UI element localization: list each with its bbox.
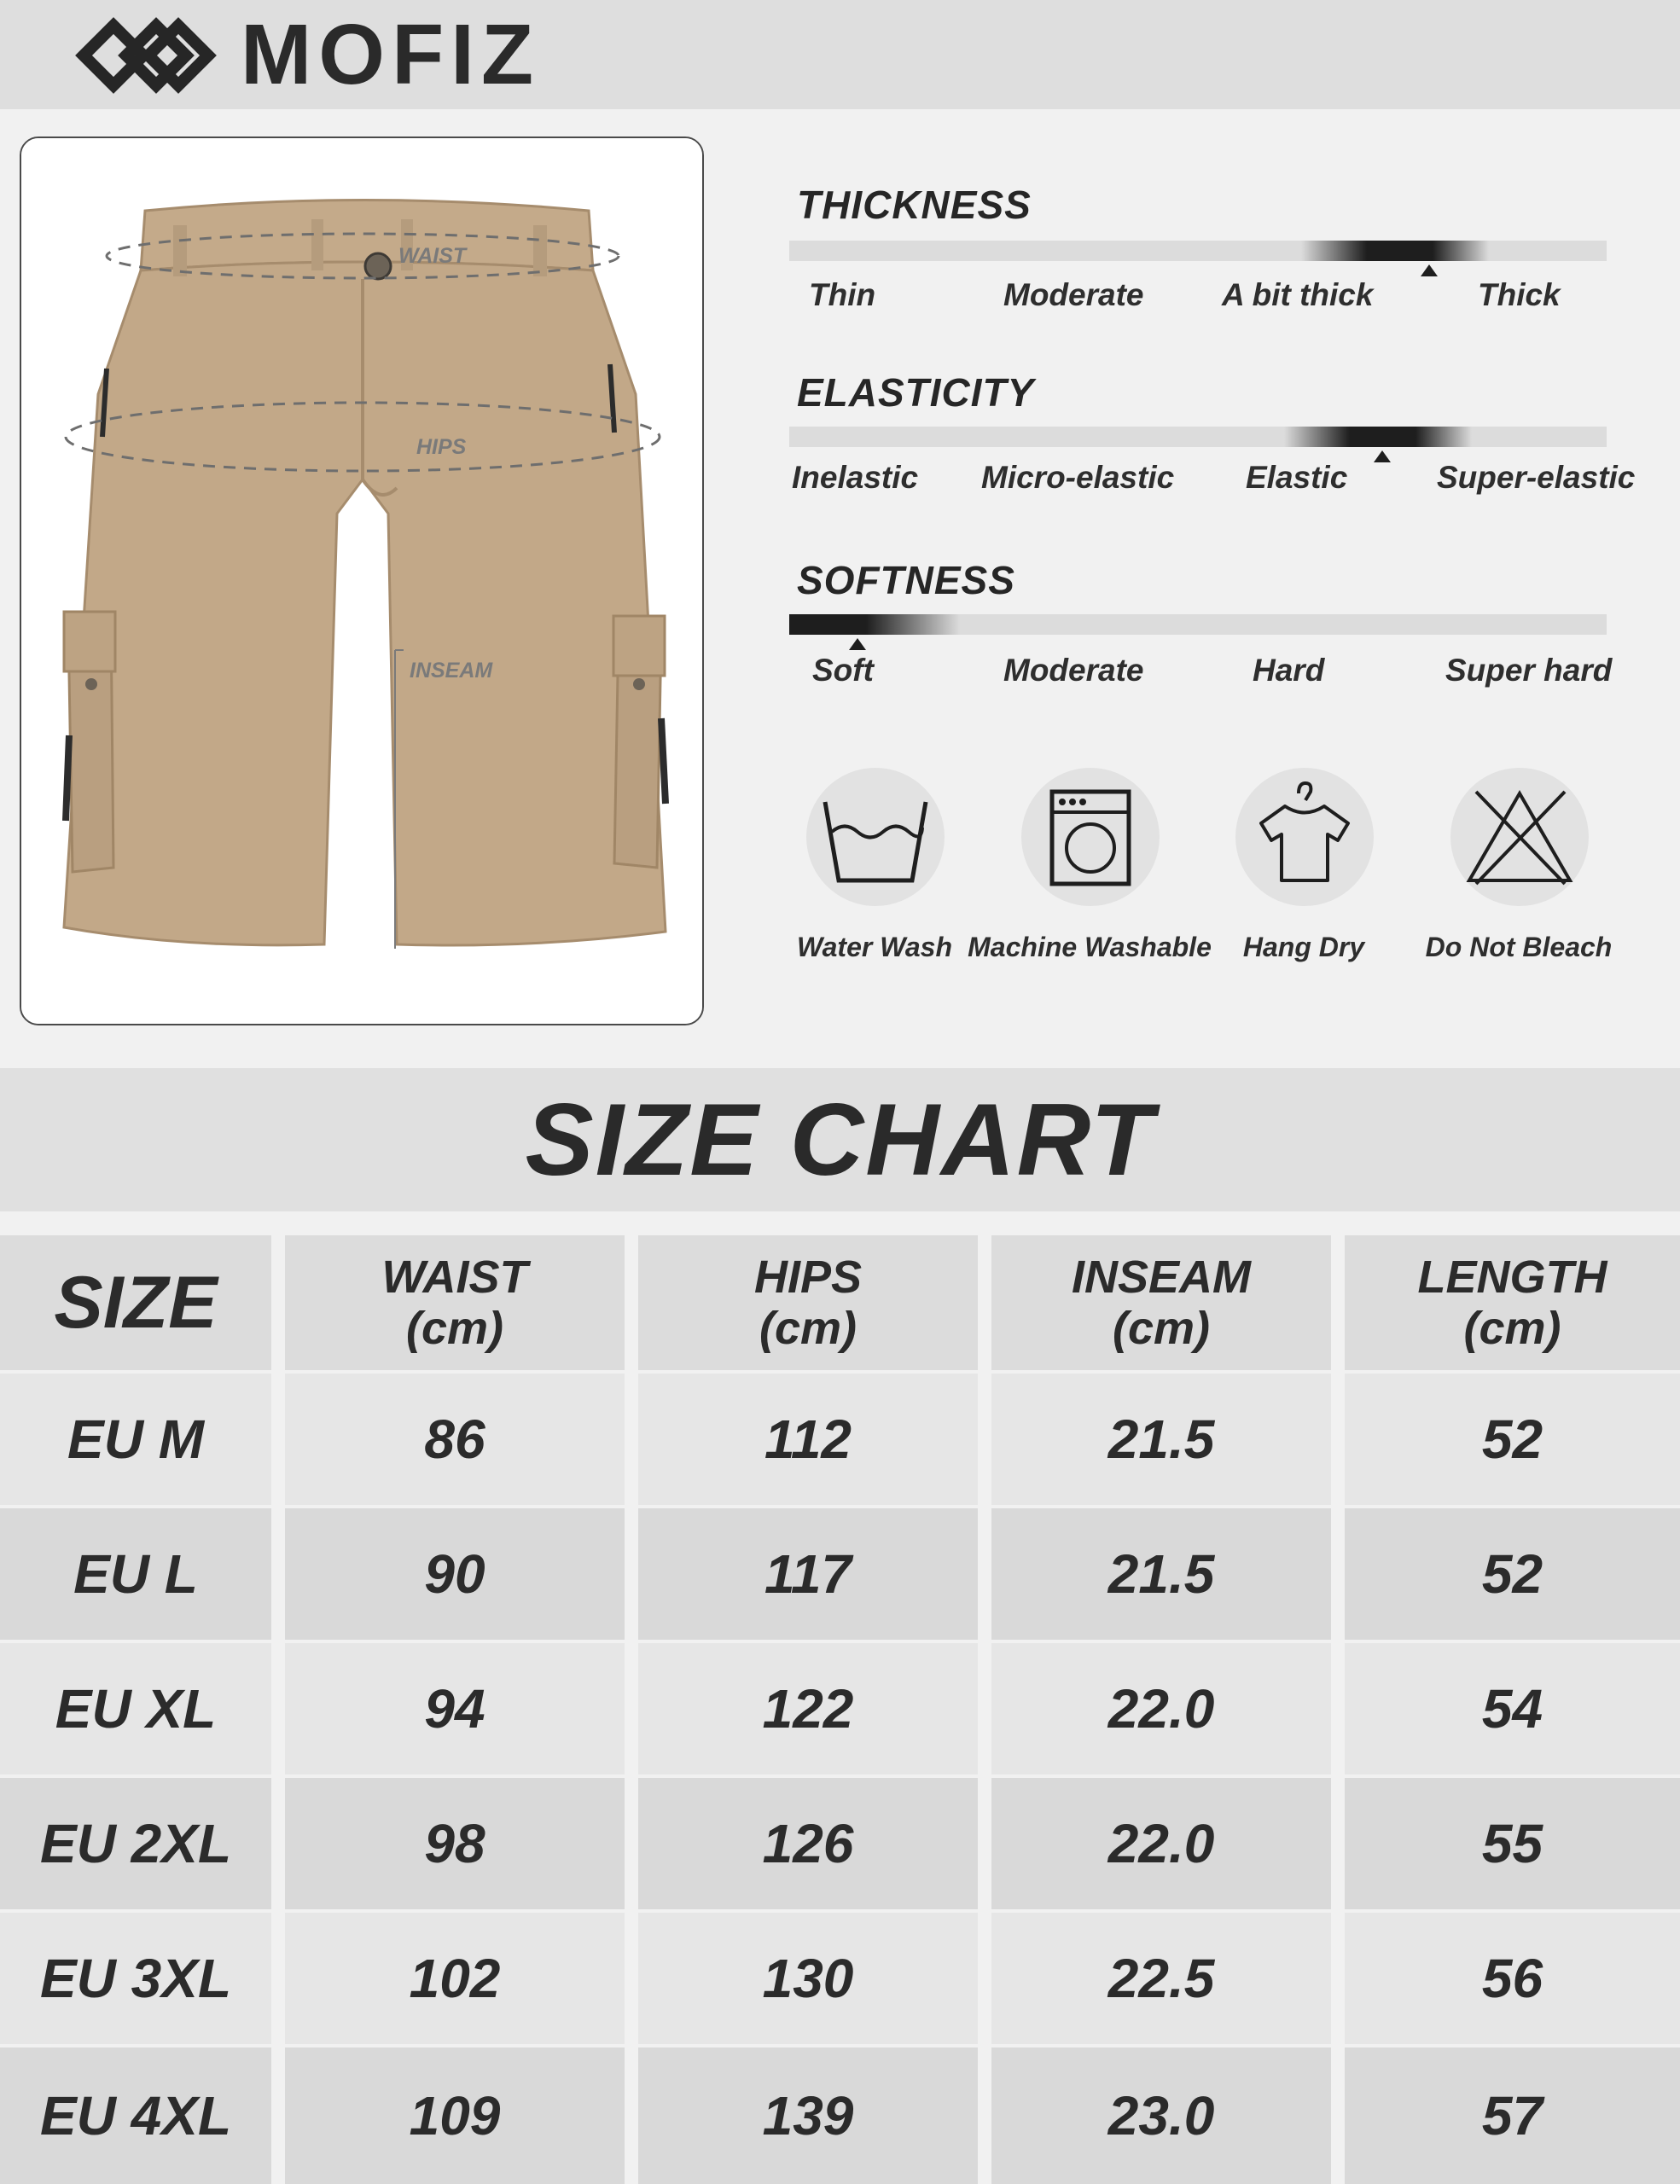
thickness-bar [789, 241, 1607, 261]
care-label: Machine Washable [968, 932, 1212, 962]
table-cell: 21.5 [991, 1374, 1331, 1505]
table-cell: 22.0 [991, 1778, 1331, 1909]
brand-name: MOFIZ [241, 7, 541, 102]
softness-scale [789, 558, 1613, 703]
table-cell: 52 [1345, 1508, 1680, 1640]
elasticity-marker-icon [1374, 450, 1391, 462]
table-cell: 23.0 [991, 2048, 1331, 2184]
softness-option: Hard [1253, 653, 1325, 688]
thickness-option: A bit thick [1222, 277, 1374, 312]
table-cell: 102 [285, 1913, 625, 2044]
hips-guide-label: HIPS [416, 435, 467, 459]
thickness-scale [789, 183, 1608, 328]
table-cell-size: EU 3XL [0, 1913, 271, 2044]
elasticity-title: ELASTICITY [797, 370, 1035, 415]
elasticity-bar [789, 427, 1607, 447]
waist-guide-label: WAIST [398, 244, 467, 268]
table-header-waist [285, 1235, 625, 1370]
brand-header [0, 0, 1680, 109]
inseam-guide-label: INSEAM [410, 659, 493, 682]
care-circle [806, 768, 945, 906]
header-main: LENGTH [1417, 1252, 1607, 1303]
header-unit: (cm) [759, 1303, 857, 1354]
softness-title: SOFTNESS [797, 558, 1015, 602]
table-cell: 21.5 [991, 1508, 1331, 1640]
table-cell: 22.0 [991, 1643, 1331, 1774]
table-cell: 52 [1345, 1374, 1680, 1505]
hanger-shirt-icon [1235, 768, 1374, 906]
care-circle [1021, 768, 1160, 906]
softness-bar [789, 614, 1607, 635]
care-item-do-not-bleach [1412, 768, 1625, 973]
size-chart-table [0, 1235, 1680, 2184]
table-cell: 90 [285, 1508, 625, 1640]
table-cell: 109 [285, 2048, 625, 2184]
table-cell: 126 [638, 1778, 978, 1909]
softness-marker-icon [849, 638, 866, 650]
interlocked-diamond-logo-icon [75, 9, 217, 102]
table-cell: 86 [285, 1374, 625, 1505]
table-cell: 112 [638, 1374, 978, 1505]
washing-machine-icon [1021, 768, 1160, 906]
softness-option: Soft [812, 653, 874, 688]
softness-option: Moderate [1003, 653, 1144, 688]
thickness-option: Thin [809, 277, 876, 312]
care-label: Water Wash [797, 932, 952, 962]
table-cell-size: EU 2XL [0, 1778, 271, 1909]
care-label: Do Not Bleach [1425, 932, 1613, 962]
table-cell: 139 [638, 2048, 978, 2184]
softness-option: Super hard [1445, 653, 1613, 688]
thickness-marker-icon [1421, 264, 1438, 276]
header-unit: (cm) [1112, 1303, 1210, 1354]
thickness-option: Moderate [1003, 277, 1144, 312]
table-cell: 130 [638, 1913, 978, 2044]
table-cell-size: EU M [0, 1374, 271, 1505]
product-image-card [20, 136, 704, 1025]
size-chart-header [0, 1068, 1680, 1211]
table-cell: 122 [638, 1643, 978, 1774]
header-unit: (cm) [1463, 1303, 1561, 1354]
table-cell-size: EU XL [0, 1643, 271, 1774]
care-label: Hang Dry [1242, 932, 1365, 962]
size-chart-title: SIZE CHART [525, 1083, 1155, 1197]
header-main: WAIST [381, 1252, 528, 1303]
wash-basin-icon [806, 768, 945, 906]
elasticity-option: Super-elastic [1437, 460, 1636, 495]
elasticity-option: Elastic [1246, 460, 1348, 495]
thickness-option: Thick [1478, 277, 1561, 312]
table-header-size: SIZE [0, 1235, 271, 1370]
table-header-hips [638, 1235, 978, 1370]
elasticity-option: Micro-elastic [981, 460, 1175, 495]
khaki-cargo-shorts-illustration [21, 138, 702, 1024]
care-circle [1450, 768, 1589, 906]
table-cell: 117 [638, 1508, 978, 1640]
header-main: HIPS [753, 1252, 863, 1303]
table-cell: 56 [1345, 1913, 1680, 2044]
table-cell: 57 [1345, 2048, 1680, 2184]
table-cell: 22.5 [991, 1913, 1331, 2044]
table-header-inseam [991, 1235, 1331, 1370]
table-cell-size: EU 4XL [0, 2048, 271, 2184]
thickness-title: THICKNESS [797, 183, 1032, 227]
table-cell: 98 [285, 1778, 625, 1909]
header-main: INSEAM [1071, 1252, 1251, 1303]
table-cell-size: EU L [0, 1508, 271, 1640]
no-bleach-icon [1450, 768, 1589, 906]
elasticity-scale [789, 370, 1636, 507]
table-cell: 94 [285, 1643, 625, 1774]
care-circle [1235, 768, 1374, 906]
table-cell: 55 [1345, 1778, 1680, 1909]
table-header-length [1345, 1235, 1680, 1370]
header-unit: (cm) [405, 1303, 503, 1354]
elasticity-option: Inelastic [792, 460, 919, 495]
table-cell: 54 [1345, 1643, 1680, 1774]
